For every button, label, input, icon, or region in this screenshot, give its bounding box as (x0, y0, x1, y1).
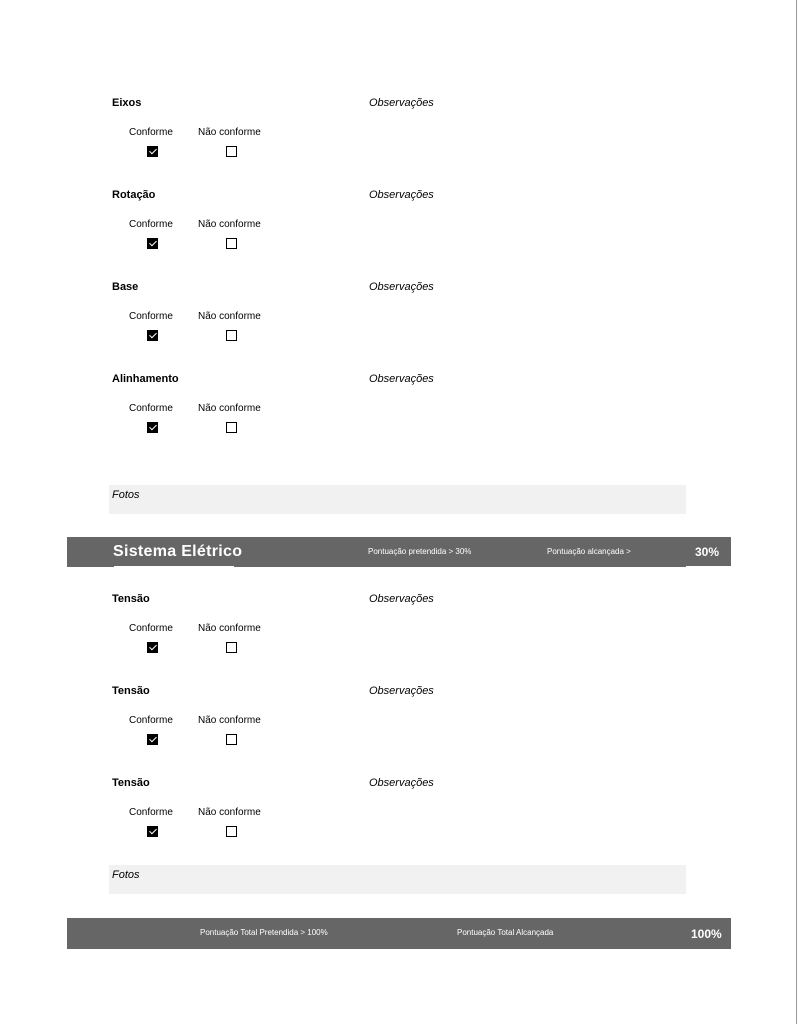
observations-field[interactable]: Observações (369, 97, 434, 109)
nao-conforme-label: Não conforme (198, 623, 261, 634)
checklist-item-tensao-3 (112, 777, 672, 859)
total-target-label: Pontuação Total Pretendida > 100% (200, 928, 328, 937)
score-underline (686, 566, 731, 568)
nao-conforme-checkbox[interactable] (226, 146, 237, 157)
fotos-label: Fotos (112, 869, 140, 881)
observations-field[interactable]: Observações (369, 593, 434, 605)
conforme-label: Conforme (129, 403, 173, 414)
nao-conforme-label: Não conforme (198, 403, 261, 414)
item-title: Eixos (112, 97, 142, 109)
conforme-label: Conforme (129, 807, 173, 818)
section-title: Sistema Elétrico (113, 543, 243, 560)
fotos-label: Fotos (112, 489, 140, 501)
achieved-score-label: Pontuação alcançada > (547, 547, 631, 556)
item-title: Tensão (112, 593, 150, 605)
observations-field[interactable]: Observações (369, 685, 434, 697)
conforme-label: Conforme (129, 127, 173, 138)
nao-conforme-label: Não conforme (198, 311, 261, 322)
conforme-label: Conforme (129, 623, 173, 634)
page-edge-divider (796, 0, 797, 1024)
checklist-item-alinhamento (112, 373, 672, 455)
section-header-bar (67, 537, 731, 567)
fotos-section[interactable] (109, 485, 686, 514)
fotos-section[interactable] (109, 865, 686, 894)
total-achieved-label: Pontuação Total Alcançada (457, 928, 554, 937)
nao-conforme-checkbox[interactable] (226, 422, 237, 433)
section-title-underline (114, 566, 234, 568)
nao-conforme-label: Não conforme (198, 127, 261, 138)
checklist-item-base (112, 281, 672, 363)
item-title: Tensão (112, 685, 150, 697)
conforme-label: Conforme (129, 219, 173, 230)
item-title: Base (112, 281, 139, 293)
target-score-label: Pontuação pretendida > 30% (368, 547, 472, 556)
conforme-label: Conforme (129, 311, 173, 322)
conforme-checkbox[interactable] (147, 642, 158, 653)
observations-field[interactable]: Observações (369, 777, 434, 789)
conforme-checkbox[interactable] (147, 330, 158, 341)
item-title: Alinhamento (112, 373, 179, 385)
checklist-item-tensao-2 (112, 685, 672, 767)
nao-conforme-checkbox[interactable] (226, 238, 237, 249)
item-title: Tensão (112, 777, 150, 789)
nao-conforme-checkbox[interactable] (226, 330, 237, 341)
conforme-checkbox[interactable] (147, 734, 158, 745)
nao-conforme-checkbox[interactable] (226, 642, 237, 653)
observations-field[interactable]: Observações (369, 373, 434, 385)
checklist-item-eixos (112, 97, 672, 179)
observations-field[interactable]: Observações (369, 189, 434, 201)
nao-conforme-label: Não conforme (198, 219, 261, 230)
total-score-value: 100% (691, 927, 722, 941)
achieved-score-value: 30% (695, 545, 720, 559)
nao-conforme-checkbox[interactable] (226, 826, 237, 837)
conforme-checkbox[interactable] (147, 238, 158, 249)
conforme-checkbox[interactable] (147, 146, 158, 157)
checklist-item-tensao-1 (112, 593, 672, 675)
nao-conforme-label: Não conforme (198, 807, 261, 818)
conforme-label: Conforme (129, 715, 173, 726)
checklist-item-rotacao (112, 189, 672, 271)
conforme-checkbox[interactable] (147, 422, 158, 433)
conforme-checkbox[interactable] (147, 826, 158, 837)
total-score-bar (67, 918, 731, 949)
item-title: Rotação (112, 189, 156, 201)
observations-field[interactable]: Observações (369, 281, 434, 293)
nao-conforme-checkbox[interactable] (226, 734, 237, 745)
nao-conforme-label: Não conforme (198, 715, 261, 726)
